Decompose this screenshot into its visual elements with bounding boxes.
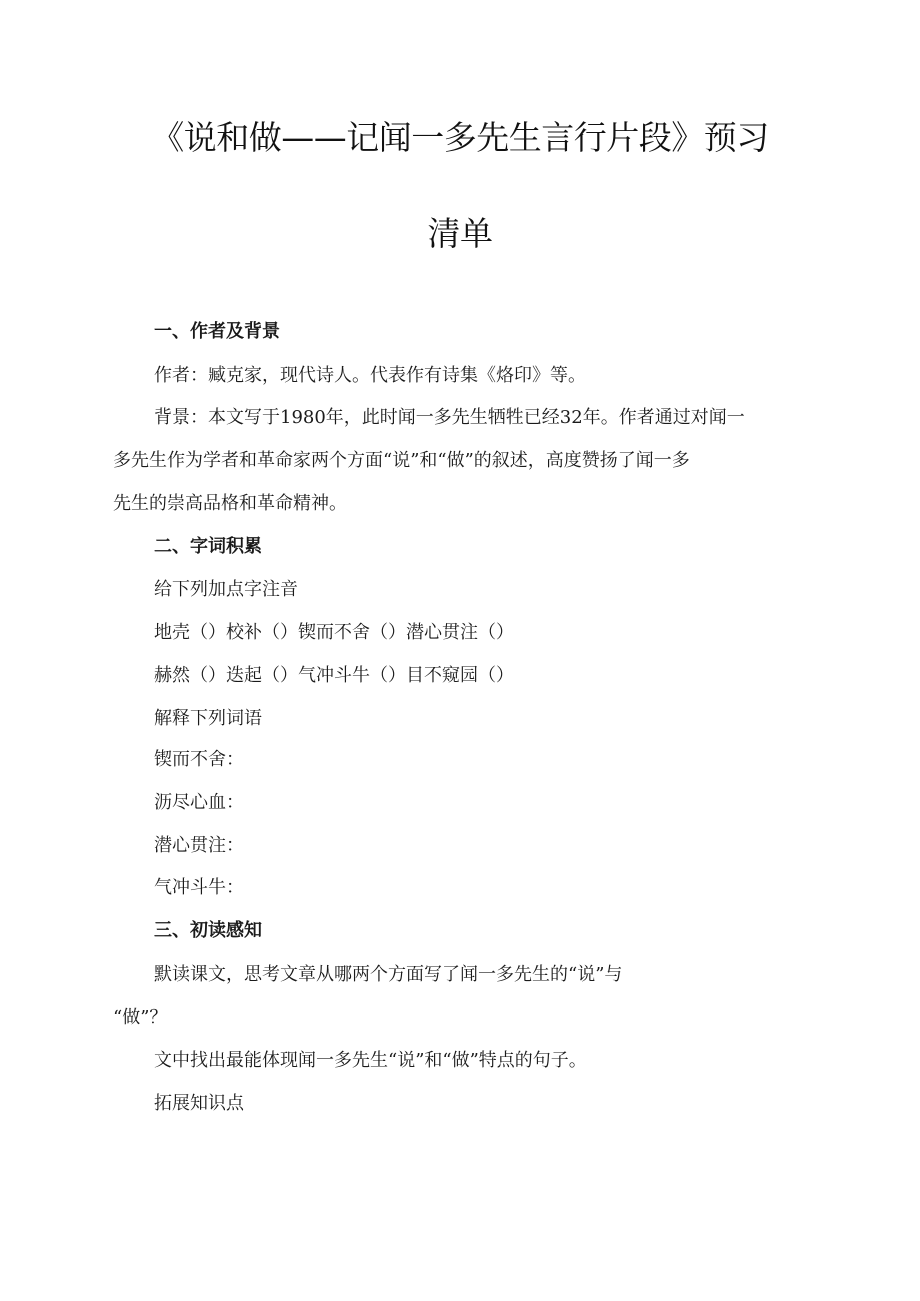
question-1-line2: “做”？ [113,1007,168,1028]
section-heading-first-reading: 三、初读感知 [154,920,262,941]
explain-prompt: 解释下列词语 [154,708,262,729]
term-item: 沥尽心血： [154,792,244,813]
term-item: 潜心贯注： [154,835,244,856]
section-heading-author-background: 一、作者及背景 [154,321,280,342]
question-2: 文中找出最能体现闻一多先生“说”和“做”特点的句子。 [154,1050,587,1071]
document-title-line1: 《说和做——记闻一多先生言行片段》预习 [151,118,769,157]
author-text: 作者：臧克家，现代诗人。代表作有诗集《烙印》等。 [154,365,586,386]
term-item: 锲而不舍： [154,749,244,770]
question-1-line1: 默读课文，思考文章从哪两个方面写了闻一多先生的“说”与 [154,964,623,985]
pinyin-row-2: 赫然（）迭起（）气冲斗牛（）目不窥园（） [154,665,514,686]
document-title-line2: 清单 [427,214,493,253]
background-text-line2: 多先生作为学者和革命家两个方面“说”和“做”的叙述，高度赞扬了闻一多 [113,450,690,471]
extension-heading: 拓展知识点 [154,1093,244,1114]
term-item: 气冲斗牛： [154,877,244,898]
background-text-line3: 先生的崇高品格和革命精神。 [113,493,347,514]
section-heading-vocabulary: 二、字词积累 [154,536,262,557]
pinyin-prompt: 给下列加点字注音 [154,579,298,600]
pinyin-row-1: 地壳（）校补（）锲而不舍（）潜心贯注（） [154,622,514,643]
background-text-line1: 背景：本文写于1980年，此时闻一多先生牺牲已经32年。作者通过对闻一 [154,407,745,428]
